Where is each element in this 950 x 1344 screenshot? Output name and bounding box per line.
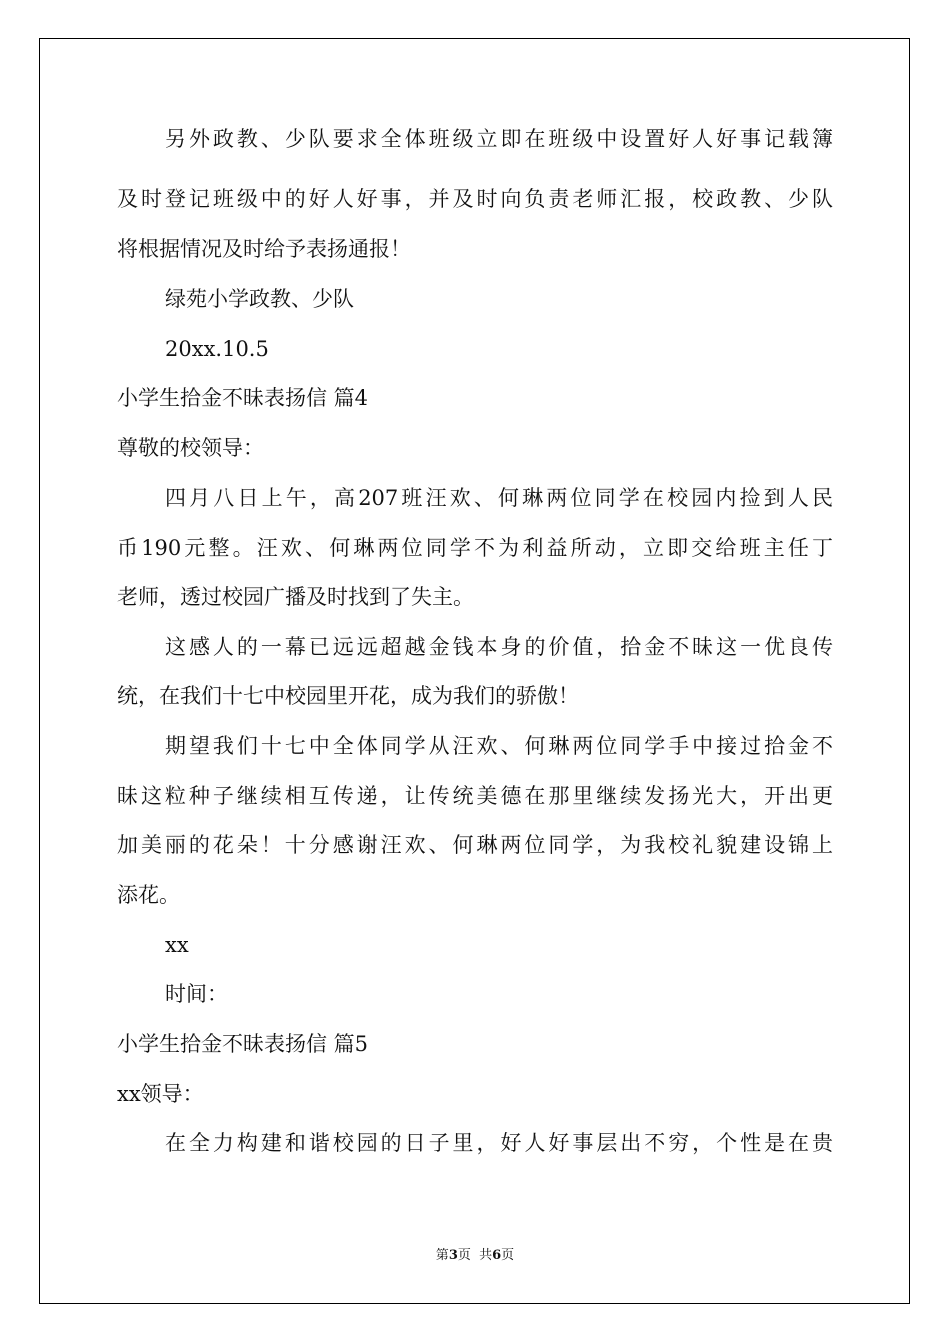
section-title: 小学生拾金不昧表扬信 篇4 [117,386,369,410]
date-line: 时间： [165,982,228,1006]
footer-mid: 页 共 [457,1248,493,1263]
paragraph-line: 加美丽的花朵！十分感谢汪欢、何琳两位同学，为我校礼貌建设锦上 [117,833,833,857]
date-line: 20xx.10.5 [165,337,269,361]
salutation: xx领导： [117,1082,204,1106]
current-page-number: 3 [448,1248,458,1263]
page-border [39,38,910,1304]
page-footer [0,1244,950,1263]
paragraph-line: 这感人的一幕已远远超越金钱本身的价值，拾金不昧这一优良传 [165,635,833,659]
paragraph-line: 期望我们十七中全体同学从汪欢、何琳两位同学手中接过拾金不 [165,734,833,758]
paragraph-line: 老师，透过校园广播及时找到了失主。 [117,585,474,609]
salutation: 尊敬的校领导： [117,436,264,460]
paragraph-line: 在全力构建和谐校园的日子里，好人好事层出不穷，个性是在贵 [165,1131,833,1155]
signature-line: 绿苑小学政教、少队 [165,287,354,311]
section-title: 小学生拾金不昧表扬信 篇5 [117,1032,369,1056]
paragraph-line: 另外政教、少队要求全体班级立即在班级中设置好人好事记载簿 [165,127,833,151]
paragraph-line: 统，在我们十七中校园里开花，成为我们的骄傲！ [117,684,579,708]
paragraph-line: 四月八日上午，高207班汪欢、何琳两位同学在校园内捡到人民 [165,486,833,510]
footer-suffix: 页 [501,1248,515,1263]
footer-prefix: 第 [435,1248,449,1263]
paragraph-line: 昧这粒种子继续相互传递，让传统美德在那里继续发扬光大，开出更 [117,784,833,808]
paragraph-line: 及时登记班级中的好人好事，并及时向负责老师汇报，校政教、少队 [117,187,833,211]
signature-line: xx [165,933,189,957]
paragraph-line: 添花。 [117,883,180,907]
total-page-number: 6 [492,1248,502,1263]
paragraph-line: 币190元整。汪欢、何琳两位同学不为利益所动，立即交给班主任丁 [117,536,833,560]
paragraph-line: 将根据情况及时给予表扬通报！ [117,237,411,261]
